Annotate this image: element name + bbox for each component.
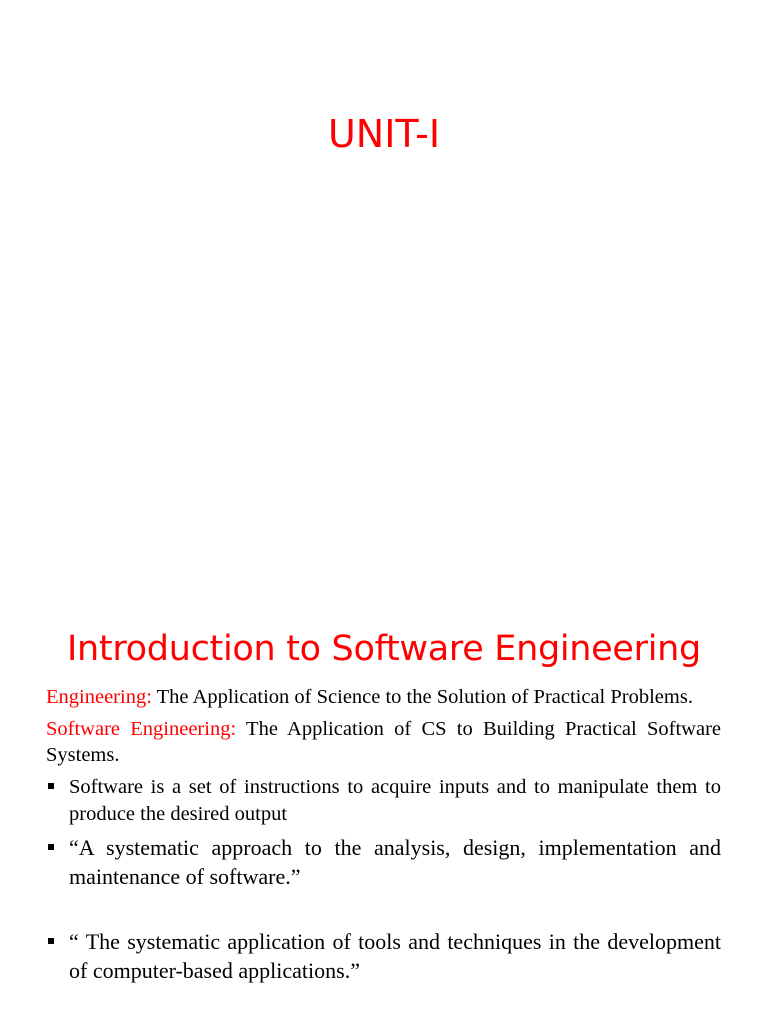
bullet-item (46, 927, 721, 985)
slide-content (46, 684, 721, 985)
definition-text: The Application of CS to Building Practical Software Systems. (46, 718, 721, 766)
section-heading: Introduction to Software Engineering (67, 629, 701, 669)
bullet-list (46, 774, 721, 985)
square-bullet-icon (48, 938, 54, 944)
bullet-item (46, 833, 721, 891)
definition-text: The Application of Science to the Solution of Practical Problems. (151, 686, 693, 708)
square-bullet-icon (48, 844, 54, 850)
bullet-text: “A systematic approach to the analysis, design, implementation and maintenance of software.” (69, 835, 721, 889)
bullet-item (46, 774, 721, 828)
definition-term: Software Engineering: (46, 718, 237, 740)
bullet-text: “ The systematic application of tools and techniques in the development of computer-based applications.” (69, 929, 721, 983)
definition-software-engineering (46, 716, 721, 768)
bullet-text: Software is a set of instructions to acquire inputs and to manipulate them to produce the desired output (69, 776, 721, 825)
definition-engineering (46, 684, 721, 710)
definition-term: Engineering: (46, 686, 152, 708)
square-bullet-icon (48, 783, 54, 789)
slide-title: UNIT-I (327, 112, 441, 156)
